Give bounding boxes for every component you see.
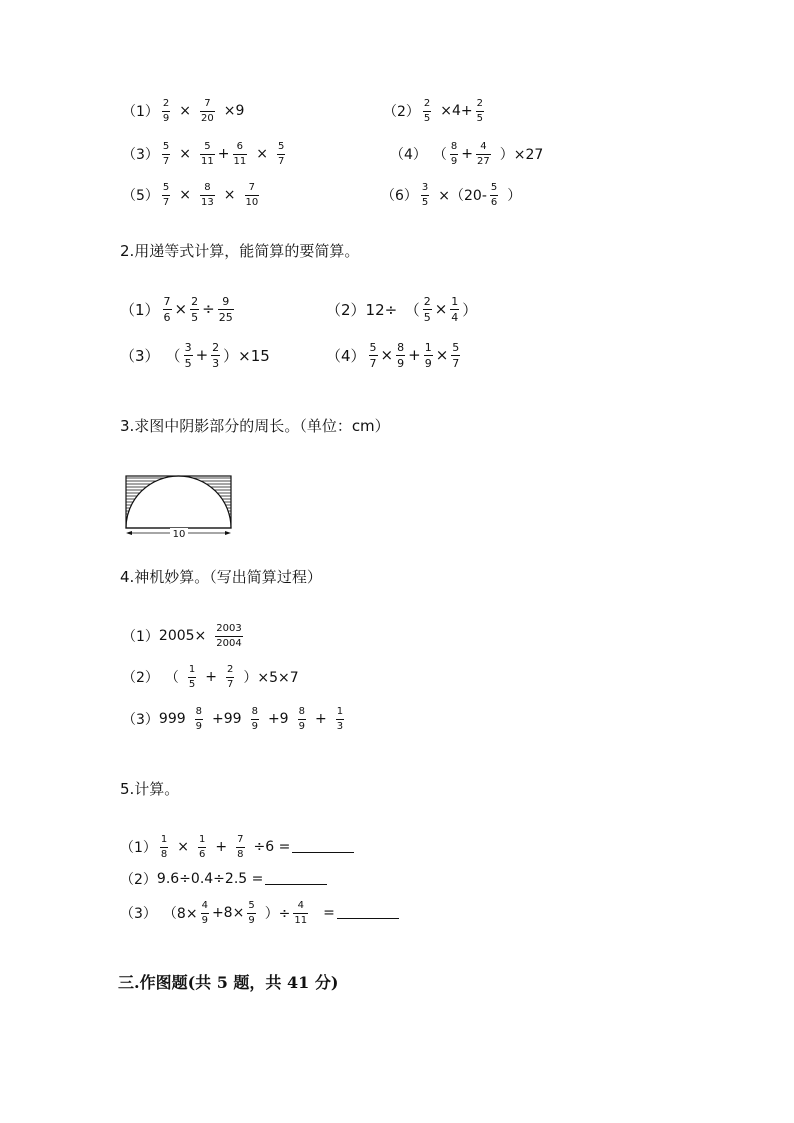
fraction: $\frac{5}{7}$ <box>369 340 377 370</box>
label: （5） <box>122 188 159 204</box>
section-3-title: 3.求图中阴影部分的周长。（单位：cm） <box>120 417 390 435</box>
fraction: $\frac{4}{9}$ <box>201 899 208 926</box>
problem-1-5 <box>122 180 262 210</box>
fraction: $\frac{2}{9}$ <box>162 97 170 124</box>
fraction: $\frac{7}{10}$ <box>245 181 259 208</box>
arrow-right-icon <box>225 531 231 535</box>
section-2-title: 2.用递等式计算，能简算的要简算。 <box>120 242 360 260</box>
label: （2） <box>120 872 157 888</box>
fraction: $\frac{5}{7}$ <box>162 140 170 167</box>
fraction: $\frac{1}{3}$ <box>336 705 344 732</box>
fraction: $\frac{1}{5}$ <box>188 663 196 690</box>
fraction: $\frac{2}{5}$ <box>423 294 431 324</box>
operator: × <box>179 103 192 119</box>
problem-2-1 <box>120 294 237 324</box>
fraction: $\frac{9}{25}$ <box>218 294 233 324</box>
label: （3） <box>120 346 160 365</box>
answer-blank[interactable] <box>265 874 327 885</box>
problem-5-3 <box>120 898 399 928</box>
problem-1-1 <box>122 96 244 126</box>
expression-tail: ÷6 = <box>253 839 291 855</box>
number: +9 <box>267 711 289 727</box>
problem-1-2 <box>383 96 487 126</box>
operator: + <box>408 346 421 364</box>
label: （3） <box>120 906 157 922</box>
operator: × <box>256 146 268 162</box>
answer-blank[interactable] <box>292 842 354 853</box>
expression: 9.6÷0.4÷2.5 = <box>156 871 264 887</box>
paren-open: （ <box>165 346 181 365</box>
label: （2） <box>122 670 159 686</box>
paren-open: （ <box>164 670 179 686</box>
label: （1） <box>122 629 159 645</box>
fraction: $\frac{5}{9}$ <box>248 899 255 926</box>
section-5-title: 5.计算。 <box>120 780 180 798</box>
operator: × <box>177 839 190 855</box>
paren-open: （ <box>432 147 447 163</box>
fraction: $\frac{6}{11}$ <box>233 140 247 167</box>
paren-close: ）÷ <box>264 906 291 922</box>
fraction: $\frac{5}{7}$ <box>452 340 460 370</box>
label: （2） <box>383 104 420 120</box>
problem-4-3 <box>122 704 347 734</box>
problem-1-3 <box>122 139 288 169</box>
fraction: $\frac{7}{20}$ <box>201 97 214 124</box>
expression-tail: ）×15 <box>223 346 270 365</box>
fraction: $\frac{2003}{2004}$ <box>216 622 242 649</box>
fraction: $\frac{5}{7}$ <box>277 140 285 167</box>
operator: × <box>179 146 192 162</box>
fraction: $\frac{8}{13}$ <box>201 181 214 208</box>
fraction: $\frac{2}{3}$ <box>212 340 220 370</box>
fraction: $\frac{3}{5}$ <box>184 340 192 370</box>
dimension-label: 10 <box>172 529 186 540</box>
expression-tail: ）×27 <box>499 147 544 163</box>
section-4-title: 4.神机妙算。（写出简算过程） <box>120 568 322 586</box>
label: （4） <box>390 147 427 163</box>
equals: = <box>323 905 335 921</box>
operator: × <box>380 346 394 364</box>
fraction: $\frac{8}{9}$ <box>195 705 203 732</box>
label: （3） <box>122 712 159 728</box>
operator: + <box>217 146 230 162</box>
fraction: $\frac{5}{6}$ <box>490 181 498 208</box>
paren-close: ） <box>462 300 478 319</box>
operator: × <box>434 300 448 318</box>
operator: × <box>223 187 236 203</box>
fraction: $\frac{2}{7}$ <box>227 663 234 690</box>
problem-1-4 <box>390 139 543 169</box>
fraction: $\frac{2}{5}$ <box>191 294 199 324</box>
fraction: $\frac{2}{5}$ <box>423 97 431 124</box>
paren-close: ） <box>507 188 522 204</box>
fraction: $\frac{7}{8}$ <box>237 833 244 860</box>
label: （1） <box>122 104 159 120</box>
problem-5-2 <box>120 864 327 894</box>
operator: + <box>195 346 209 364</box>
problem-1-6 <box>381 180 521 210</box>
paren-open: （8× <box>162 906 198 922</box>
fraction: $\frac{2}{5}$ <box>476 97 484 124</box>
fraction: $\frac{8}{9}$ <box>450 140 458 167</box>
fraction: $\frac{1}{6}$ <box>199 833 206 860</box>
operator: + <box>215 839 228 855</box>
expression-mid: +8× <box>211 905 245 921</box>
arrow-left-icon <box>126 531 132 535</box>
expression-pre: 2005× <box>158 628 207 644</box>
fraction: $\frac{1}{4}$ <box>451 294 459 324</box>
label: （4） <box>326 346 366 365</box>
number: +99 <box>212 711 242 727</box>
expression-pre: 12÷ （ <box>365 300 420 319</box>
fraction: $\frac{4}{27}$ <box>477 140 490 167</box>
fraction: $\frac{8}{9}$ <box>251 705 258 732</box>
fraction: $\frac{8}{9}$ <box>397 340 405 370</box>
operator: × <box>174 300 188 318</box>
fraction: $\frac{5}{7}$ <box>162 181 170 208</box>
number: 999 <box>158 711 186 727</box>
problem-2-4 <box>326 340 463 370</box>
fraction: $\frac{5}{11}$ <box>201 140 214 167</box>
label: （3） <box>122 147 159 163</box>
section-3-heading: 三.作图题(共 5 题，共 41 分) <box>118 973 339 992</box>
fraction: $\frac{3}{5}$ <box>421 181 429 208</box>
label: （1） <box>120 840 157 856</box>
operator: + <box>461 146 474 162</box>
problem-4-2 <box>122 662 299 692</box>
fraction: $\frac{8}{9}$ <box>298 705 305 732</box>
answer-blank[interactable] <box>337 908 399 919</box>
problem-2-2 <box>326 294 477 324</box>
operator: × <box>435 346 449 364</box>
fraction: $\frac{7}{6}$ <box>163 294 171 324</box>
label: （2） <box>326 300 366 319</box>
operator: + <box>314 711 327 727</box>
expression-tail: ）×5×7 <box>243 670 299 686</box>
fraction: $\frac{4}{11}$ <box>294 899 308 926</box>
expression-tail: ×9 <box>223 103 245 119</box>
label: （1） <box>120 300 160 319</box>
problem-4-1 <box>122 621 246 651</box>
fraction: $\frac{1}{9}$ <box>424 340 432 370</box>
expression-mid: ×4+ <box>440 103 473 119</box>
operator: × <box>179 187 192 203</box>
problem-5-1 <box>120 832 354 862</box>
expression-mid: ×（20- <box>438 188 487 204</box>
operator: ÷ <box>202 300 215 318</box>
shaded-semicircle-figure <box>122 470 236 540</box>
problem-2-3 <box>120 340 270 370</box>
operator: + <box>205 669 218 685</box>
label: （6） <box>381 188 418 204</box>
fraction: $\frac{1}{8}$ <box>160 833 168 860</box>
